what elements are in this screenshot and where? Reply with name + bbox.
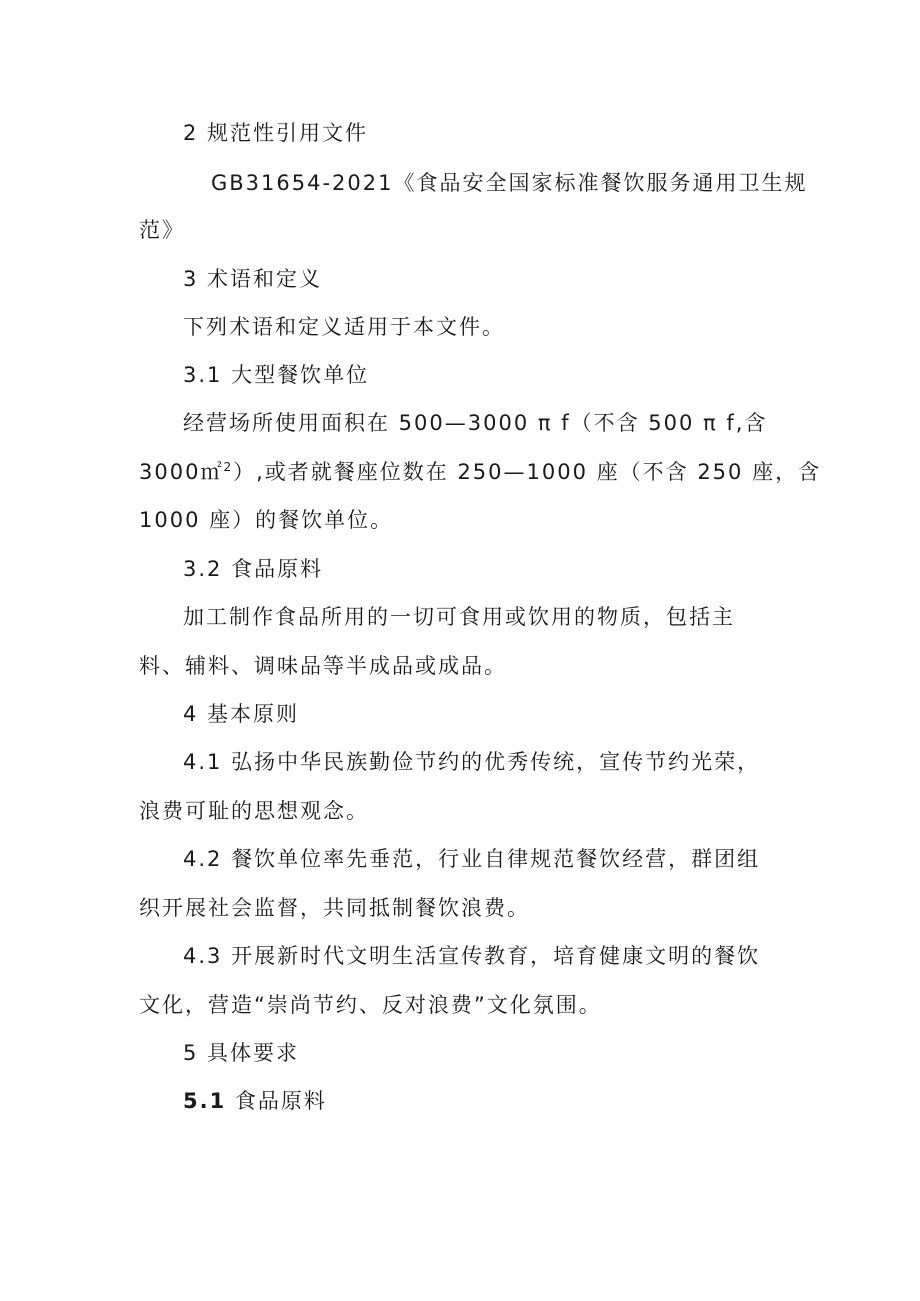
section-heading-5: 5 具体要求 [183,1041,300,1065]
paragraph-line: 1000 座）的餐饮单位。 [139,508,394,532]
subsection-heading-3-1: 3.1 大型餐饮单位 [183,363,370,387]
paragraph-line: 织开展社会监督，共同抵制餐饮浪费。 [139,896,530,920]
superscript: 2 [223,460,234,474]
paragraph-line: 4.2 餐饮单位率先垂范，行业自律规范餐饮经营，群团组 [183,847,761,871]
paragraph-line: 经营场所使用面积在 500—3000 π f（不含 500 π f,含 [183,411,768,435]
paragraph-line: 浪费可耻的思想观念。 [139,799,369,823]
reference-line-1: GB31654-2021《食品安全国家标准餐饮服务通用卫生规 [211,171,808,195]
section-heading-4: 4 基本原则 [183,702,300,726]
paragraph-text: 下列术语和定义适用于本文件。 [183,315,505,339]
section-heading-2: 2 规范性引用文件 [183,121,369,145]
paragraph-line-rest: ）,或者就餐座位数在 250—1000 座（不含 250 座，含 [233,460,822,484]
paragraph-line: 4.1 弘扬中华民族勤俭节约的优秀传统，宣传节约光荣， [183,750,761,774]
paragraph-line: 4.3 开展新时代文明生活宣传教育，培育健康文明的餐饮 [183,944,761,968]
area-value: 3000㎡ [139,460,224,484]
subsection-title: 食品原料 [234,1089,327,1113]
paragraph-line-with-superscript [139,460,821,484]
subsection-heading-5-1 [183,1089,327,1113]
paragraph-line: 加工制作食品所用的一切可食用或饮用的物质，包括主 [183,605,735,629]
subsection-heading-3-2: 3.2 食品原料 [183,557,324,581]
reference-line-2: 范》 [139,218,185,242]
subsection-number: 5.1 [183,1089,227,1113]
paragraph-line: 文化，营造“崇尚节约、反对浪费”文化氛围。 [139,993,602,1017]
paragraph-line: 料、辅料、调味品等半成品或成品。 [139,654,507,678]
section-heading-3: 3 术语和定义 [183,267,323,291]
